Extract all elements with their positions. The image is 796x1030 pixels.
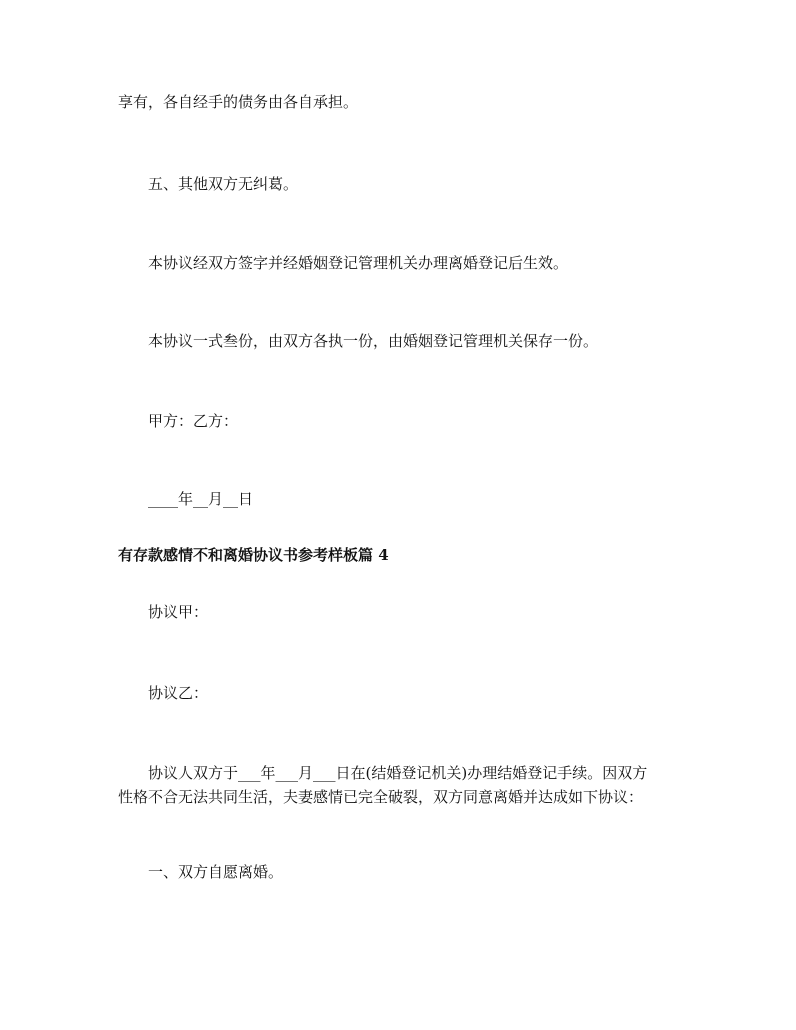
- paragraph-copies: 本协议一式叁份，由双方各执一份，由婚姻登记管理机关保存一份。: [148, 332, 599, 350]
- paragraph-effective: 本协议经双方签字并经婚姻登记管理机关办理离婚登记后生效。: [148, 254, 569, 272]
- signature-parties: 甲方：乙方：: [148, 412, 239, 430]
- signature-date: ____年__月__日: [148, 490, 254, 508]
- section-title: 有存款感情不和离婚协议书参考样板篇 4: [118, 546, 389, 564]
- party-b-label: 协议乙：: [148, 684, 209, 702]
- paragraph-clause-five: 五、其他双方无纠葛。: [148, 175, 299, 193]
- party-a-label: 协议甲：: [148, 603, 209, 621]
- paragraph-debts: 享有，各自经手的债务由各自承担。: [118, 93, 359, 111]
- clause-one: 一、双方自愿离婚。: [148, 863, 284, 881]
- agreement-intro-line2: 性格不合无法共同生活，夫妻感情已完全破裂，双方同意离婚并达成如下协议：: [118, 788, 644, 806]
- agreement-intro-line1: 协议人双方于___年___月___日在(结婚登记机关)办理结婚登记手续。因双方: [148, 764, 648, 782]
